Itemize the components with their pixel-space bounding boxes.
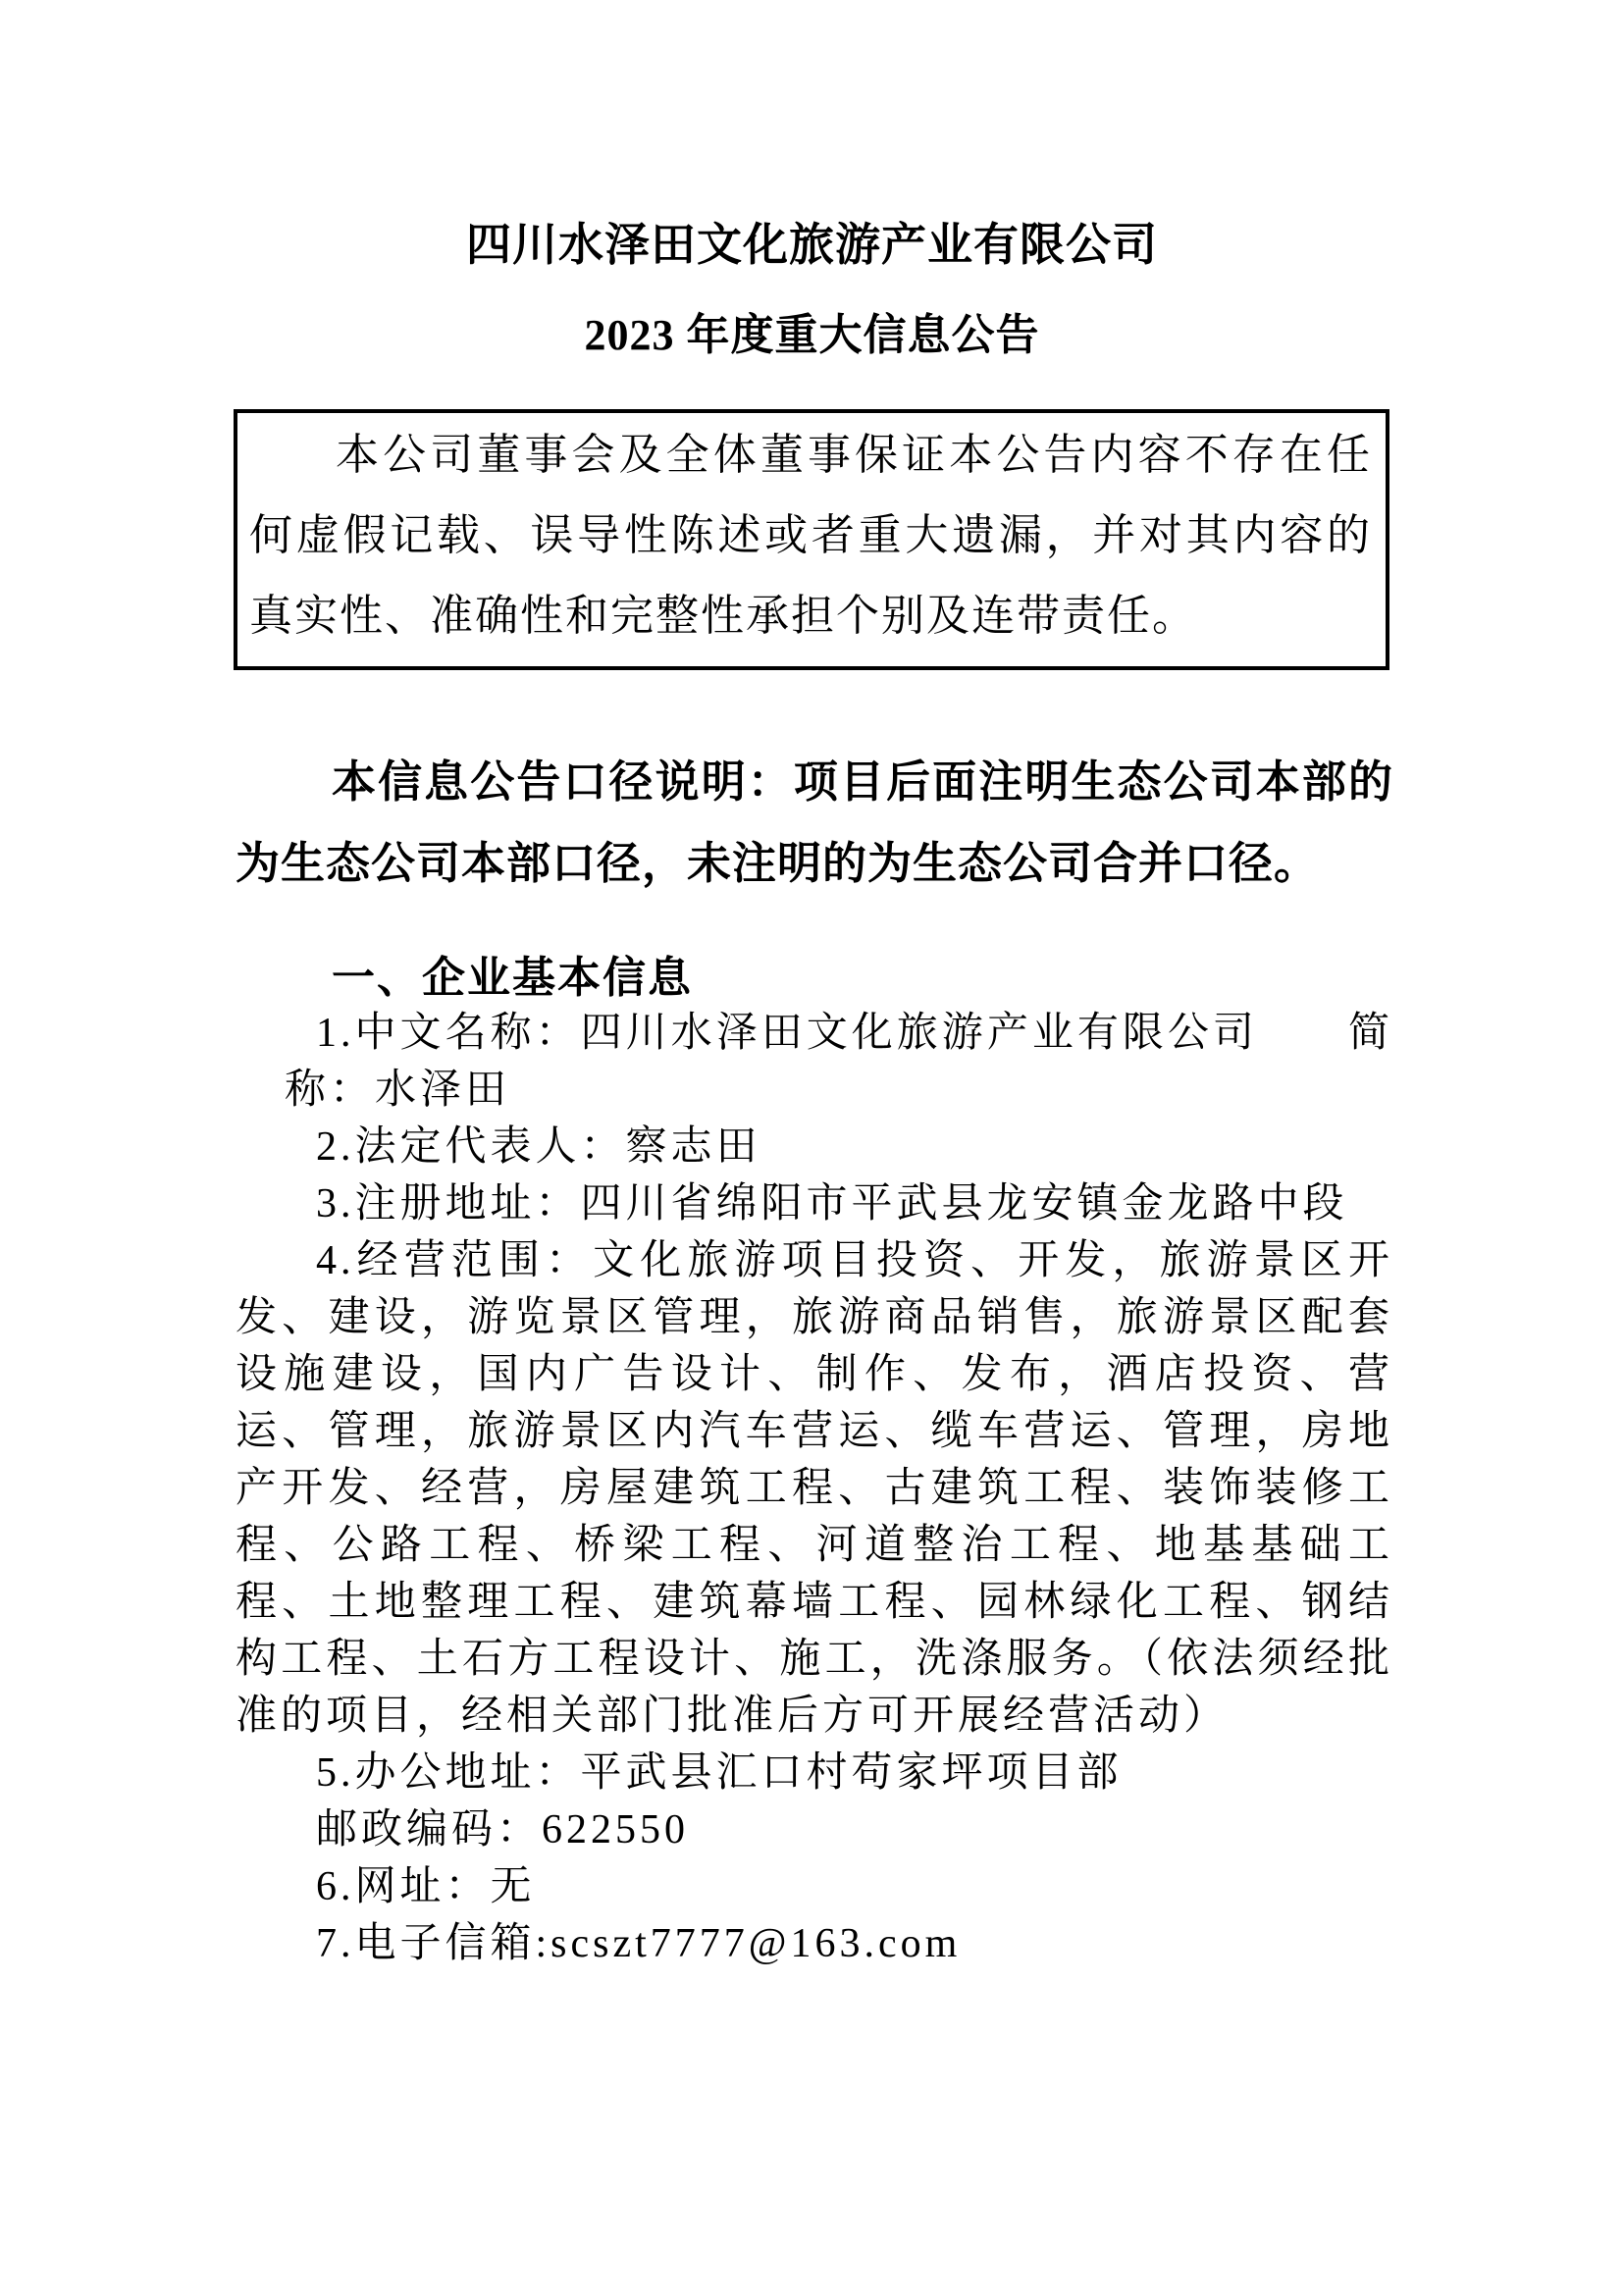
item-registered-address: 3.注册地址：四川省绵阳市平武县龙安镇金龙路中段 (316, 1181, 1348, 1226)
board-disclaimer-text: 本公司董事会及全体董事保证本公告内容不存在任何虚假记载、误导性陈述或者重大遗漏，并对其内容的真实性、准确性和完整性承担个别及连带责任。 (249, 431, 1372, 640)
item-email: 7.电子信箱:scszt7777@163.com (316, 1921, 962, 1966)
item-legal-representative: 2.法定代表人：察志田 (316, 1124, 761, 1170)
item-office-address: 5.办公地址：平武县汇口村苟家坪项目部 (316, 1750, 1123, 1796)
item-postal-code: 邮政编码：622550 (316, 1807, 690, 1852)
item-chinese-name: 1.中文名称：四川水泽田文化旅游产业有限公司 简称：水泽田 (285, 1011, 1393, 1113)
section-heading-basic-info: 一、企业基本信息 (332, 954, 693, 1002)
item-website: 6.网址：无 (316, 1864, 536, 1909)
document-title: 四川水泽田文化旅游产业有限公司 (466, 220, 1158, 270)
board-disclaimer-box (234, 409, 1389, 670)
item-business-scope: 4.经营范围：文化旅游项目投资、开发，旅游景区开发、建设，游览景区管理，旅游商品销售，旅游景区配套设施建设，国内广告设计、制作、发布，酒店投资、营运、管理，旅游景区内汽车营运、缆车营运、管理，房地产开发、经营，房屋建筑工程、古建筑工程、装饰装修工程、公路工程、桥梁工程、河道整治工程、地基基础工程、土地整理工程、建筑幕墙工程、园林绿化工程、钢结构工程、土石方工程设计、施工，洗涤服务。（依法须经批准的项目，经相关部门批准后方可开展经营活动） (236, 1238, 1393, 1739)
document-subtitle: 2023 年度重大信息公告 (584, 311, 1040, 359)
disclosure-scope-note: 本信息公告口径说明：项目后面注明生态公司本部的为生态公司本部口径，未注明的为生态公司合并口径。 (236, 757, 1393, 888)
basic-info-list (236, 1005, 1393, 1972)
